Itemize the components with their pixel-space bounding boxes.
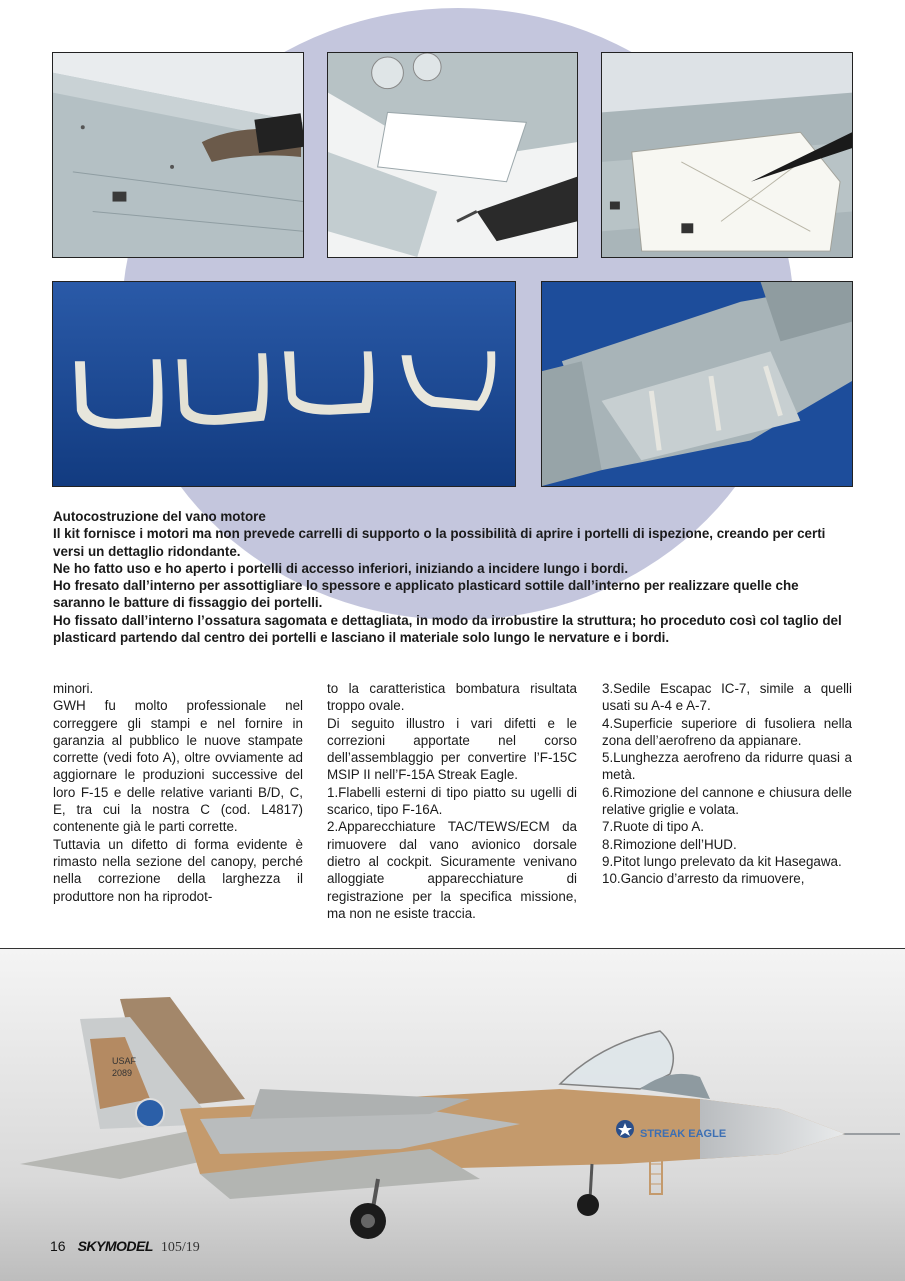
paragraph: Di seguito illustro i vari difetti e le correzioni apportate nel corso dell’assemblaggio per convertire l’F-15C MSIP II nell’F-15A Streak Eagle. xyxy=(327,715,577,783)
list-item: 6.Rimozione del cannone e chiusura delle relative griglie e volata. xyxy=(602,784,852,818)
list-item: 9.Pitot lungo prelevato da kit Hasegawa. xyxy=(602,853,842,869)
list-item: 7.Ruote di tipo A. xyxy=(602,819,704,835)
list-item: 3.Sedile Escapac IC-7, simile a quelli usati su A-4 e A-7. xyxy=(602,681,852,714)
text-column-1 xyxy=(53,680,303,905)
caption-line: Ho fissato dall’interno l’ossatura sagomata e dettagliata, in modo da irrobustire la struttura; ho proceduto così col taglio del plasticard partendo dal centro dei portelli e lasciano il materiale solo lungo le nervature e i bordi. xyxy=(53,612,842,646)
caption-line: Ho fresato dall’interno per assottigliare lo spessore e applicato plasticard sottile dall’interno per realizzare quelle che saranno le batture di fissaggio dei portelli. xyxy=(53,578,799,611)
paragraph: to la caratteristica bombatura risultata troppo ovale. xyxy=(327,681,577,714)
paragraph: GWH fu molto professionale nel correggere gli stampi e nel fornire in garanzia al pubblico le nuove stampate corrette (vedi foto A), oltre ovviamente ad aggiornare le produzioni successive del loro F-15 e delle relative varianti B/D, C, E, tra cui la nostra C (cod. L4817) contenente già le parti corrette. xyxy=(53,698,303,835)
caption-title: Autocostruzione del vano motore xyxy=(53,509,266,524)
paragraph: Tuttavia un difetto di forma evidente è rimasto nella sezione del canopy, perché nella correzione della larghezza il produttore non ha riprodot- xyxy=(53,836,303,904)
list-item: 2.Apparecchiature TAC/TEWS/ECM da rimuovere dal vano avionico dorsale dietro al cockpit. Sicuramente venivano alloggiate apparecchiature di registrazione per la specifica missione, ma non ne esiste traccia. xyxy=(327,819,577,921)
tail-text-serial: 2089 xyxy=(112,1068,133,1078)
photo-scribing-fuselage xyxy=(52,52,304,258)
caption-line: Ne ho fatto uso e ho aperto i portelli di accesso inferiori, iniziando a incidere lungo i bordi. xyxy=(53,560,629,576)
list-item: 1.Flabelli esterni di tipo piatto su ugelli di scarico, tipo F-16A. xyxy=(327,784,577,818)
list-item: 4.Superficie superiore di fusoliera nella zona dell’aerofreno da appianare. xyxy=(602,715,852,748)
text-column-3 xyxy=(602,680,852,888)
paragraph: minori. xyxy=(53,681,94,696)
text-column-2 xyxy=(327,680,577,922)
photo-f15-model xyxy=(0,948,905,1281)
photo-frames-on-blue xyxy=(52,281,516,487)
tail-text-usaf: USAF xyxy=(112,1056,137,1066)
photo-assembled-bay xyxy=(541,281,853,487)
list-item: 10.Gancio d’arresto da rimuovere, xyxy=(602,871,805,887)
photo-plasticard-applied xyxy=(601,52,853,258)
page-footer xyxy=(50,1238,200,1256)
caption-line: Il kit fornisce i motori ma non prevede carrelli di supporto o la possibilità di aprire i portelli di ispezione, creando per certi versi un dettaglio ridondante. xyxy=(53,526,826,559)
caption-block xyxy=(53,508,853,646)
nose-text: STREAK EAGLE xyxy=(640,1128,727,1140)
photo-drilling-panels xyxy=(327,52,578,258)
issue-number: 105/19 xyxy=(160,1240,200,1255)
list-item: 8.Rimozione dell’HUD. xyxy=(602,836,737,852)
list-item: 5.Lunghezza aerofreno da ridurre quasi a metà. xyxy=(602,750,852,783)
page-number: 16 xyxy=(50,1238,66,1254)
magazine-logo: SKYMODEL xyxy=(77,1238,153,1254)
